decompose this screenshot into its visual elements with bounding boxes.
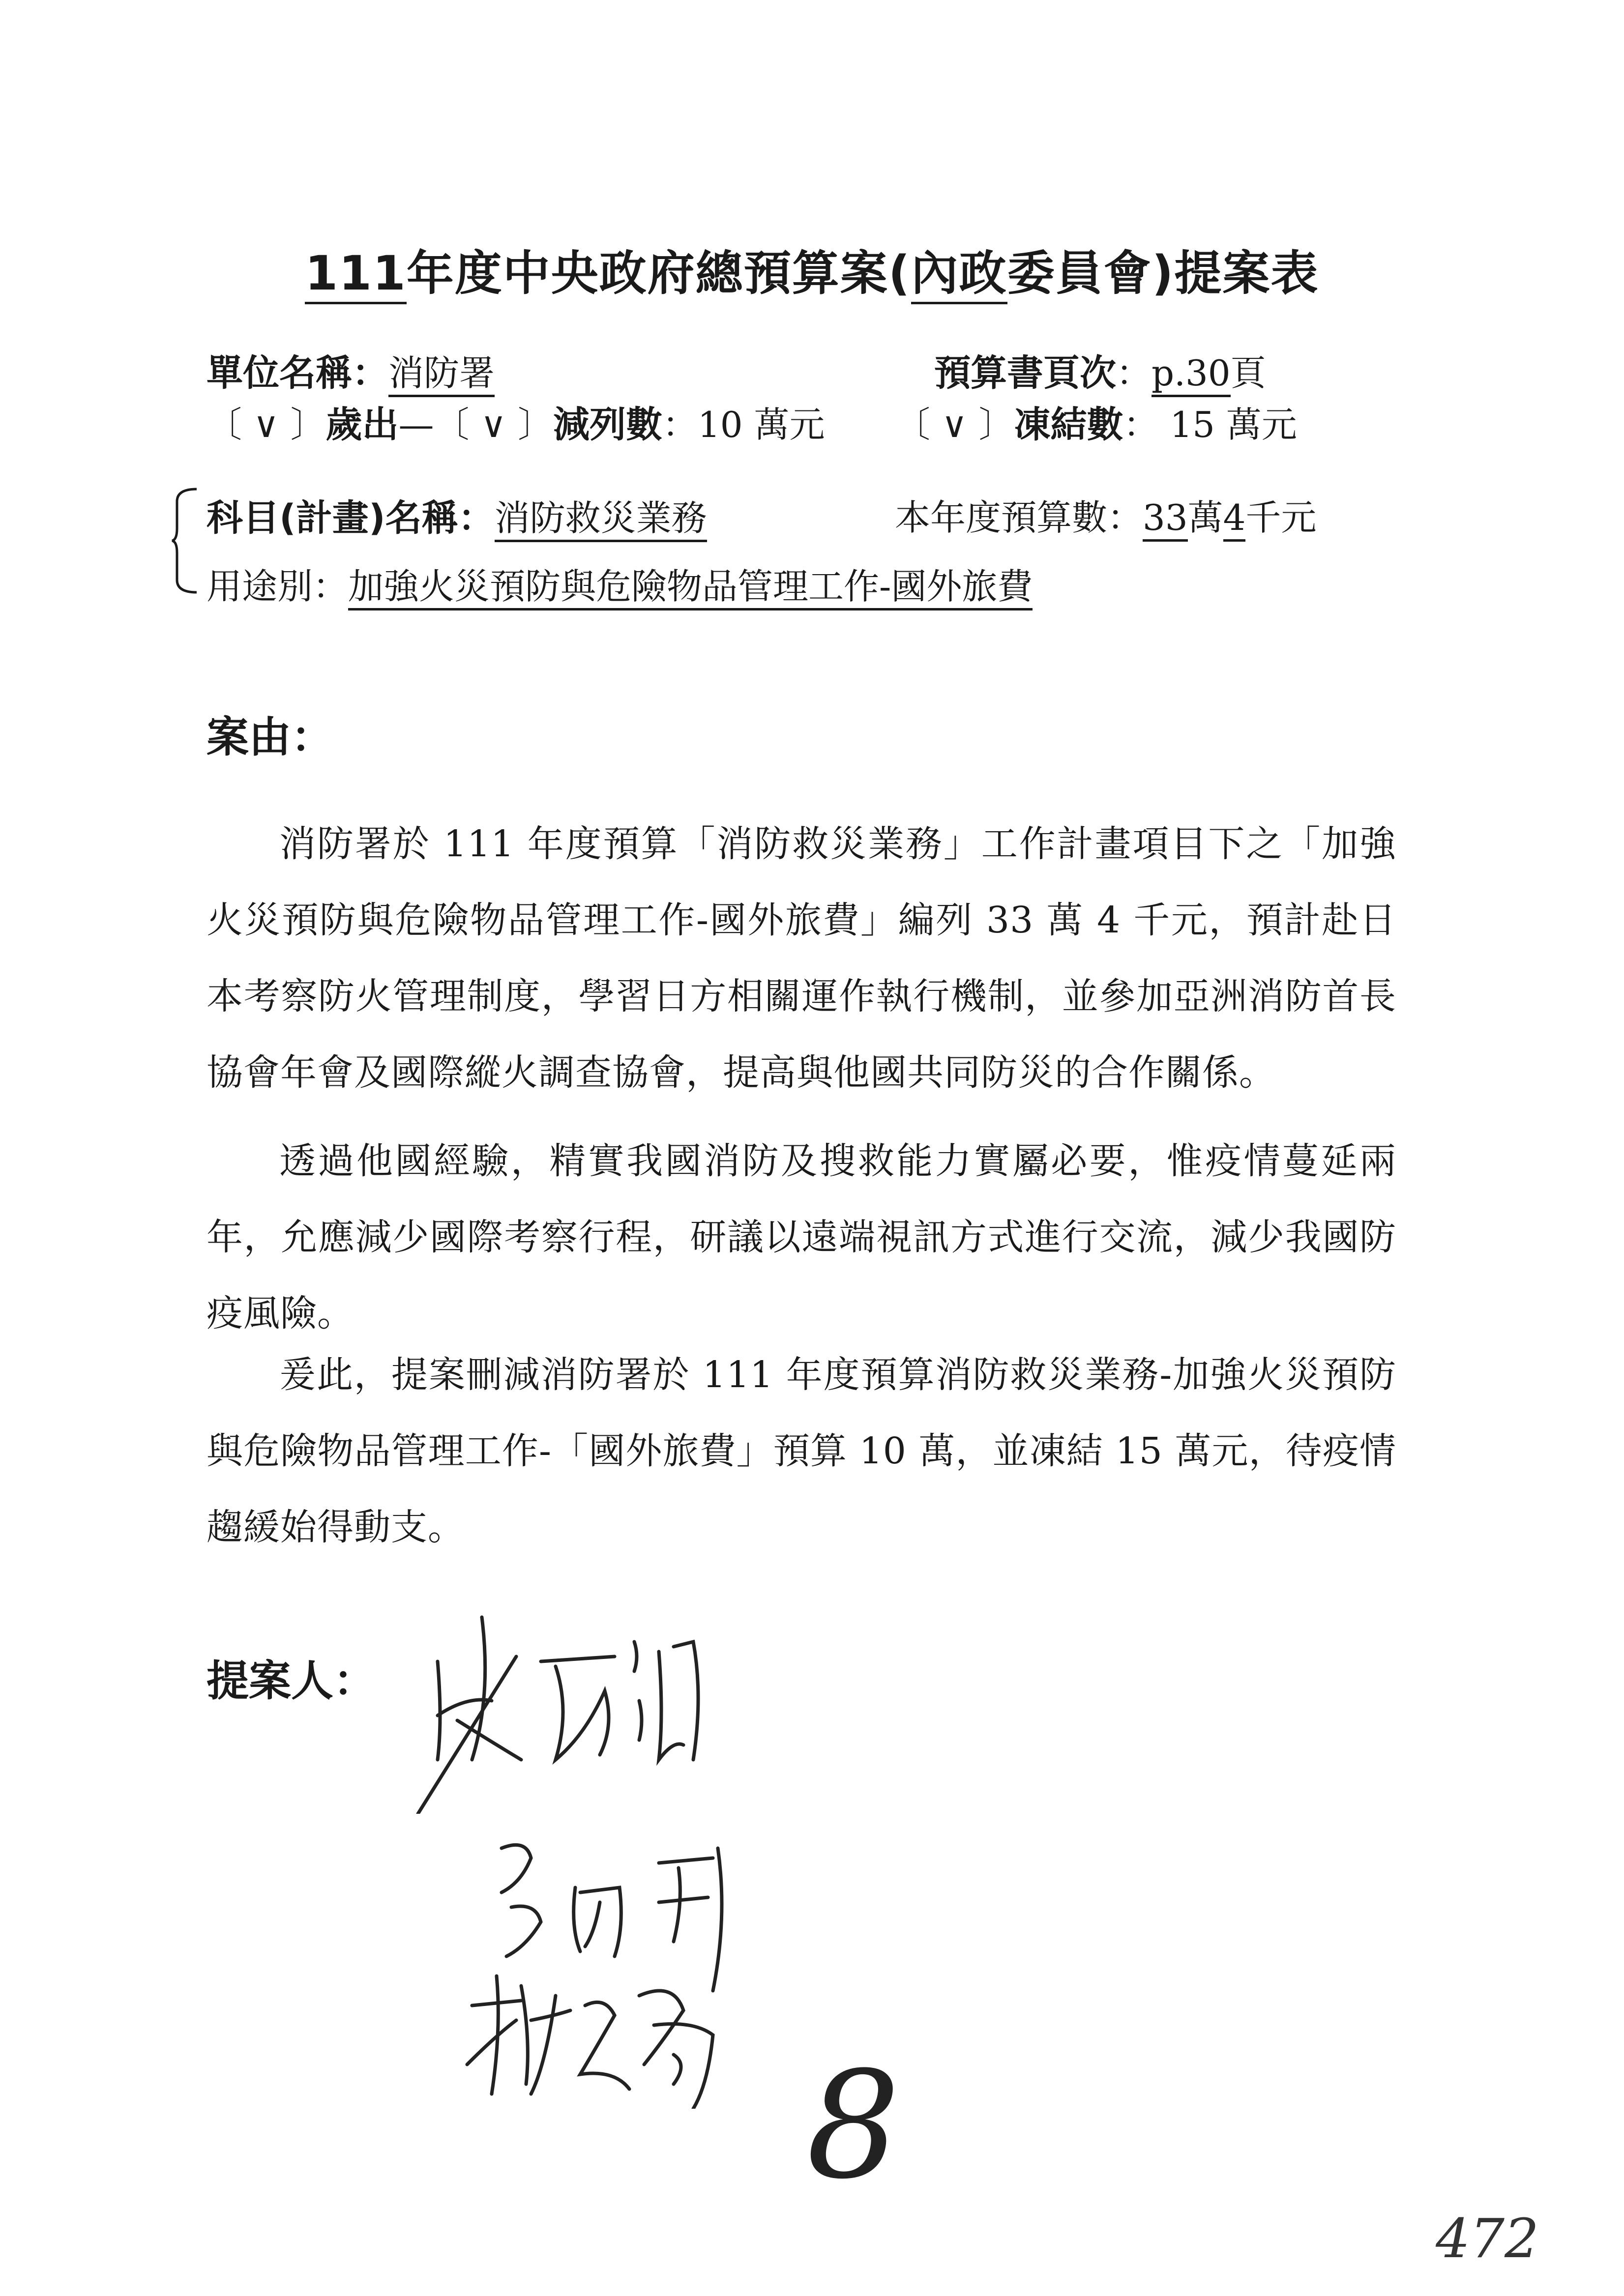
expense-check: 〔 ∨ 〕 [207,404,326,445]
reason-label: 案由： [207,713,333,762]
subject-label: 科目(計畫)名稱： [207,497,495,539]
title-committee: 內政 [911,246,1007,304]
proposer-label: 提案人： [207,1657,376,1706]
budget-page-suffix: 頁 [1230,352,1266,394]
subject-field [207,489,707,541]
budget-page-sep: ： [1116,352,1152,394]
current-budget-unit1: 萬 [1187,497,1223,538]
current-budget-label: 本年度預算數： [895,497,1143,538]
current-budget-amount2: 4 [1223,497,1246,542]
freeze-label: 凍結數 [1014,404,1123,446]
signature-3 [457,1966,762,2109]
unit-field [207,344,495,396]
unit-label: 單位名稱： [207,352,388,394]
signature-1 [408,1598,713,1814]
budget-page-value: p.30 [1152,352,1231,397]
budget-page-field [934,344,1266,396]
expense-label: 歲出 [325,404,399,446]
usage-value: 加強火災預防與危險物品管理工作-國外旅費 [348,566,1033,610]
current-budget-field [895,489,1316,540]
cut-value: ：10 萬元 [662,404,825,445]
freeze-line [895,396,1297,448]
handwritten-number: 8 [806,2040,900,2211]
cut-label: 減列數 [553,404,662,446]
budget-page-label: 預算書頁次 [934,352,1116,394]
freeze-value: ： 15 萬元 [1123,404,1297,445]
usage-label: 用途別： [207,566,349,607]
current-budget-amount1: 33 [1143,497,1188,542]
expense-dash: — [398,404,434,445]
page-title [0,236,1624,303]
current-budget-unit2: 千元 [1245,497,1317,538]
unit-value: 消防署 [388,352,495,397]
title-year: 111 [305,246,406,304]
freeze-check: 〔 ∨ 〕 [895,404,1014,445]
title-part1: 年度中央政府總預算案( [406,246,911,301]
bracket-decoration [170,487,199,595]
title-part2: 委員會)提案表 [1007,246,1319,301]
usage-field [207,558,1033,609]
cut-check: 〔 ∨ 〕 [434,404,553,445]
reason-paragraph-3: 爰此，提案刪減消防署於 111 年度預算消防救災業務-加強火災預防與危險物品管理工作-「國外旅費」預算 10 萬，並凍結 15 萬元，待疫情趨緩始得動支。 [207,1354,1396,1548]
reason-paragraph-1: 消防署於 111 年度預算「消防救災業務」工作計畫項目下之「加強火災預防與危險物品管理工作-國外旅費」編列 33 萬 4 千元，預計赴日本考察防火管理制度，學習日方相關運作執行機制，並參加亞洲消防首長協會年會及國際縱火調查協會，提高與他國共同防災的合作關係。 [207,823,1396,1094]
reason-paragraph-2: 透過他國經驗，精實我國消防及搜救能力實屬必要，惟疫情蔓延兩年，允應減少國際考察行程，研議以遠端視訊方式進行交流，減少我國防疫風險。 [207,1140,1396,1335]
subject-value: 消防救災業務 [495,497,707,542]
expense-line [207,396,825,448]
handwritten-page-mark: 472 [1436,2207,1539,2270]
